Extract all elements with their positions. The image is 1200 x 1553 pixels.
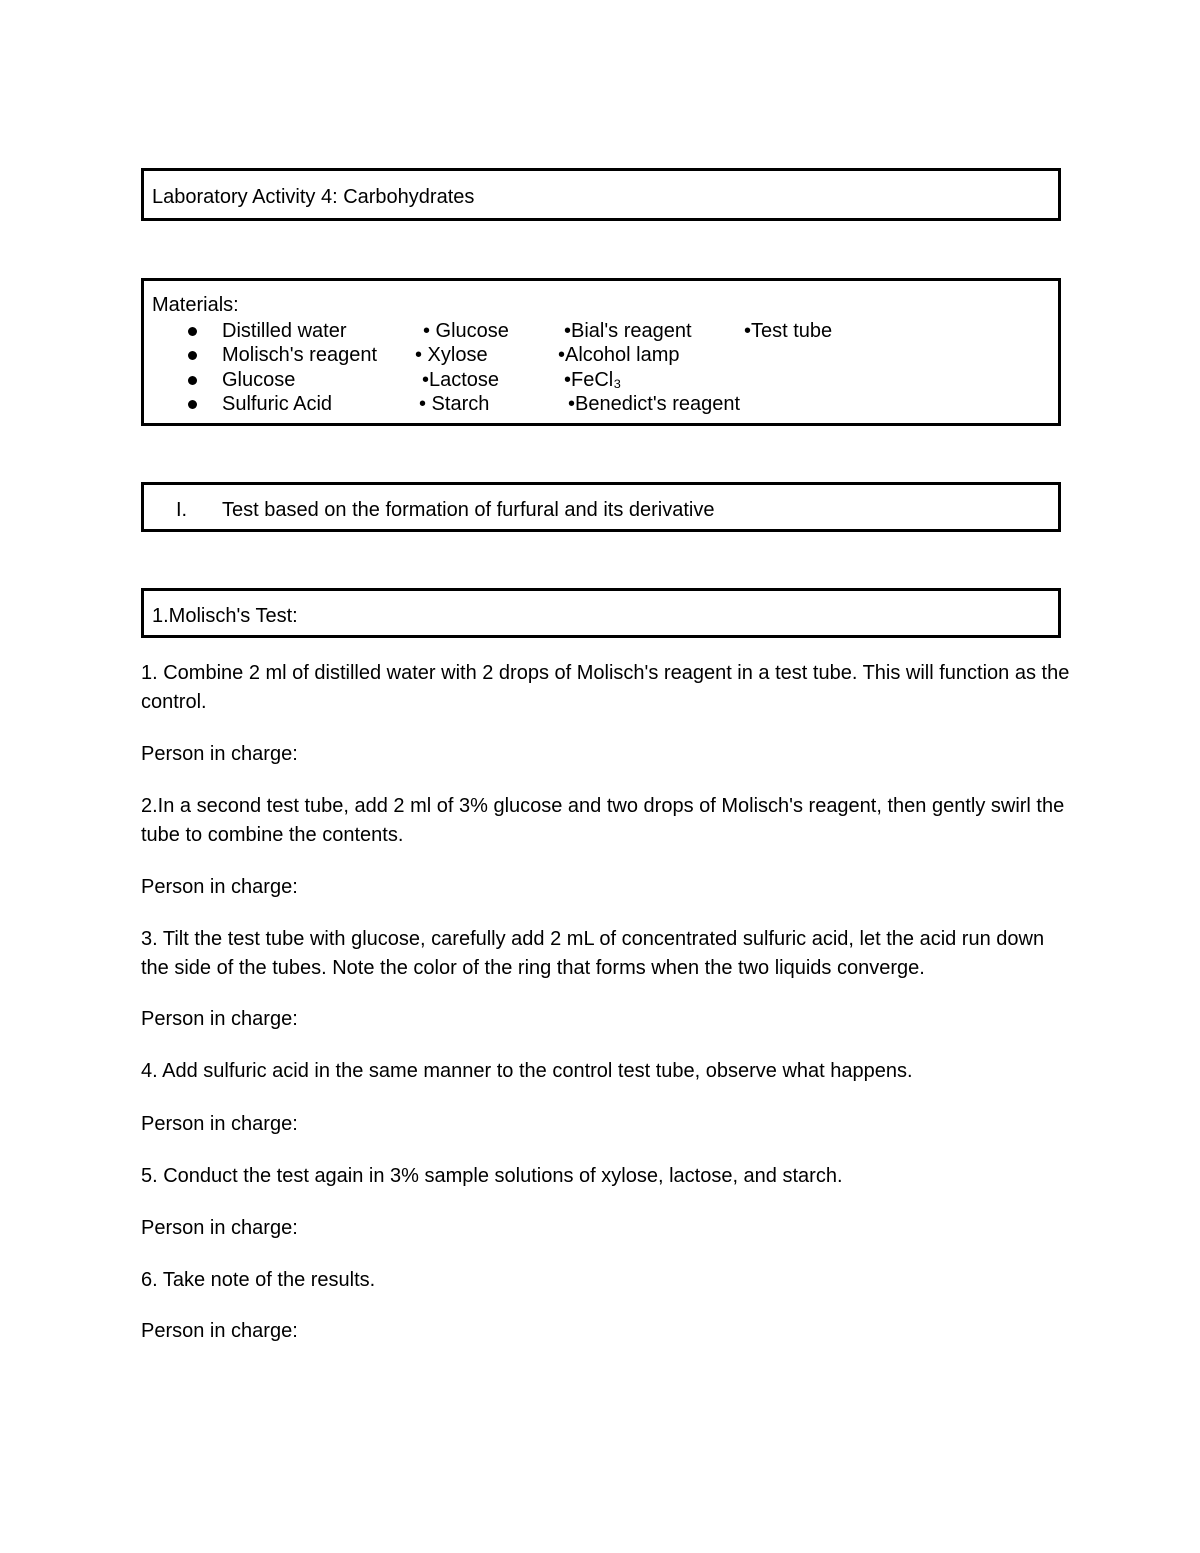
materials-row bbox=[144, 392, 1058, 416]
material-item: •Benedict's reagent bbox=[568, 393, 741, 415]
materials-row bbox=[144, 319, 1058, 343]
person-in-charge: Person in charge: bbox=[141, 743, 298, 765]
material-item: Sulfuric Acid bbox=[222, 393, 333, 415]
material-item: Molisch's reagent bbox=[222, 344, 377, 366]
material-item: •Lactose bbox=[422, 369, 500, 391]
materials-label: Materials: bbox=[152, 294, 239, 316]
person-in-charge: Person in charge: bbox=[141, 1217, 298, 1239]
document-title: Laboratory Activity 4: Carbohydrates bbox=[152, 186, 475, 208]
material-item: Distilled water bbox=[222, 320, 347, 342]
material-item: • Xylose bbox=[415, 344, 488, 366]
person-in-charge: Person in charge: bbox=[141, 1320, 298, 1342]
materials-row bbox=[144, 368, 1058, 392]
section-numeral: I. bbox=[176, 499, 188, 521]
material-item: • Starch bbox=[419, 393, 490, 415]
material-item: •FeCl₃ bbox=[564, 369, 622, 391]
section-heading-box bbox=[141, 482, 1061, 532]
materials-row bbox=[144, 343, 1058, 367]
person-in-charge: Person in charge: bbox=[141, 1008, 298, 1030]
bullet-icon bbox=[188, 400, 197, 409]
bullet-icon bbox=[188, 351, 197, 360]
bullet-icon bbox=[188, 327, 197, 336]
step-paragraph: 4. Add sulfuric acid in the same manner to the control test tube, observe what happens. bbox=[141, 1060, 913, 1082]
step-paragraph: 2.In a second test tube, add 2 ml of 3% glucose and two drops of Molisch's reagent, then gently swirl the tube to combine the contents. bbox=[141, 795, 1065, 846]
test-heading: 1.Molisch's Test: bbox=[152, 605, 298, 627]
test-heading-box bbox=[141, 588, 1061, 638]
material-item: •Test tube bbox=[744, 320, 833, 342]
material-item: • Glucose bbox=[423, 320, 509, 342]
step-paragraph: 3. Tilt the test tube with glucose, carefully add 2 mL of concentrated sulfuric acid, let the acid run down the side of the tubes. Note the color of the ring that forms when the two liquids converge. bbox=[141, 928, 1045, 979]
person-in-charge: Person in charge: bbox=[141, 1113, 298, 1135]
bullet-icon bbox=[188, 376, 197, 385]
material-item: •Alcohol lamp bbox=[558, 344, 680, 366]
step-paragraph: 6. Take note of the results. bbox=[141, 1269, 376, 1291]
step-paragraph: 1. Combine 2 ml of distilled water with 2 drops of Molisch's reagent in a test tube. This will function as the control. bbox=[141, 662, 1070, 713]
material-item: •Bial's reagent bbox=[564, 320, 692, 342]
person-in-charge: Person in charge: bbox=[141, 876, 298, 898]
step-paragraph: 5. Conduct the test again in 3% sample solutions of xylose, lactose, and starch. bbox=[141, 1165, 843, 1187]
materials-box bbox=[141, 278, 1061, 426]
material-item: Glucose bbox=[222, 369, 296, 391]
title-box bbox=[141, 168, 1061, 221]
section-heading: Test based on the formation of furfural and its derivative bbox=[222, 499, 715, 521]
